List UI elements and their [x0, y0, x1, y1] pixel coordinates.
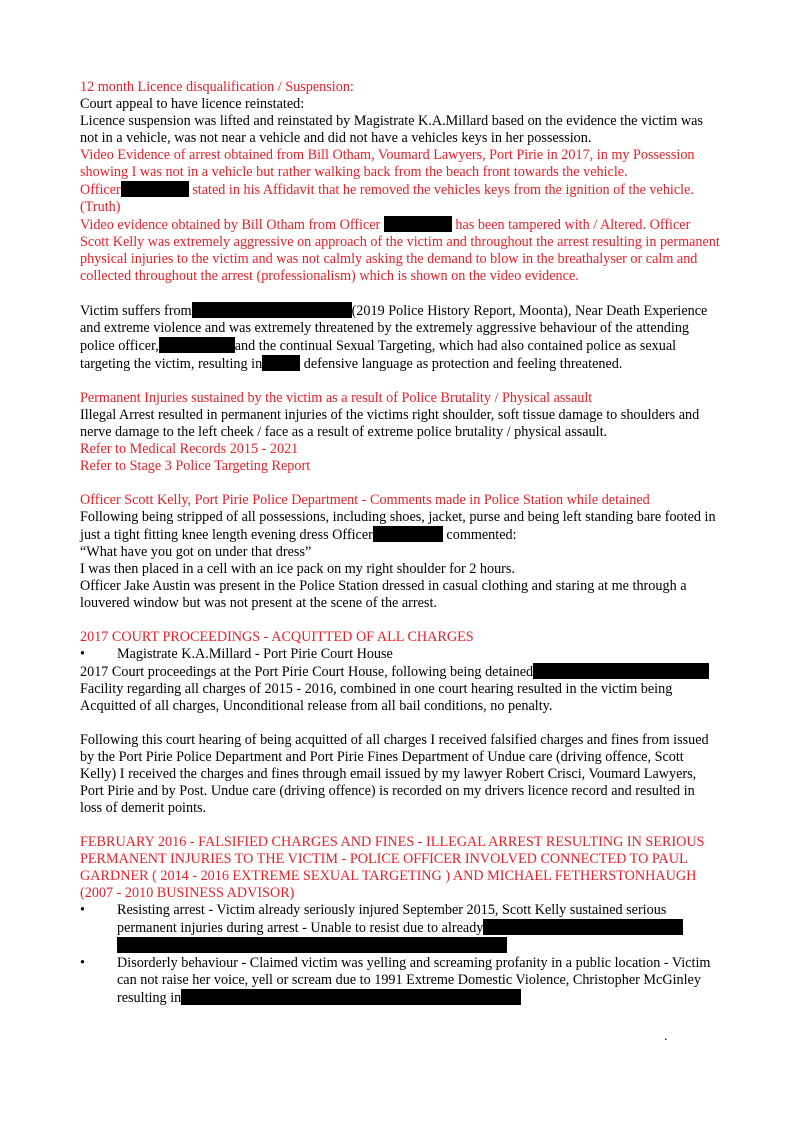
affidavit-paragraph [80, 181, 720, 216]
ice-pack-line: I was then placed in a cell with an ice pack on my right shoulder for 2 hours. [80, 561, 515, 577]
licence-reinstated-paragraph: Licence suspension was lifted and reinstated by Magistrate K.A.Millard based on the evidence the victim was not in a vehicle, was not near a vehicle and did not have a vehicles keys in her possession. [80, 113, 703, 146]
police-station-comments-heading: Officer Scott Kelly, Port Pirie Police Department - Comments made in Police Station while detained [80, 492, 650, 508]
suffers-lead: Victim suffers from [80, 303, 192, 319]
court-bullet-list [80, 646, 720, 663]
list-item [80, 955, 720, 1007]
charges-bullet-list [80, 902, 720, 1007]
redaction-block [159, 337, 235, 353]
affidavit-lead: Officer [80, 182, 121, 198]
targeting-report-reference: Refer to Stage 3 Police Targeting Report [80, 458, 311, 474]
redaction-block [121, 181, 189, 197]
redaction-block [181, 989, 521, 1005]
redaction-block [483, 919, 683, 935]
commented-text: commented: [446, 527, 517, 543]
suffers-text-3: defensive language as protection and feeling threatened. [303, 356, 623, 372]
bullet-marker: • [80, 902, 85, 918]
illegal-arrest-paragraph: Illegal Arrest resulted in permanent injuries of the victims right shoulder, soft tissue damage to shoulders and nerve damage to the left cheek / face as a result of extreme police brutality / physical assault. [80, 407, 700, 440]
redaction-block [384, 216, 452, 232]
list-item [80, 902, 720, 955]
trailing-period: . [664, 1029, 668, 1044]
falsified-charges-paragraph: Following this court hearing of being acquitted of all charges I received falsified charges and fines from issued by the Port Pirie Police Department and Port Pirie Fines Department of Undue care (driving offence, Scott Kelly) I received the charges and fines through email issued by my lawyer Robert Crisci, Voumard Lawyers, Port Pirie and by Post. Undue care (driving offence) is recorded on my drivers licence record and resulted in loss of demerit points. [80, 732, 709, 816]
court-lead: 2017 Court proceedings at the Port Pirie Court House, following being detained [80, 664, 534, 680]
tampered-lead: Video evidence obtained by Bill Otham from Officer [80, 217, 381, 233]
stripped-text: Following being stripped of all possessions, including shoes, jacket, purse and being left standing bare footed in just a tight fitting knee length evening dress Officer [80, 509, 716, 543]
court-proceedings-heading: 2017 COURT PROCEEDINGS - ACQUITTED OF ALL CHARGES [80, 629, 474, 645]
court-result-text: Facility regarding all charges of 2015 - 2016, combined in one court hearing resulted in the victim being Acquitted of all charges, Unconditional release from all bail conditions, no penalty. [80, 681, 673, 714]
victim-suffers-paragraph [80, 302, 720, 373]
stripped-possessions-paragraph [80, 509, 720, 544]
affidavit-text: stated in his Affidavit that he removed the vehicles keys from the ignition of the vehicle.(Truth) [80, 182, 694, 215]
court-proceedings-paragraph [80, 663, 720, 715]
medical-records-reference: Refer to Medical Records 2015 - 2021 [80, 441, 299, 457]
court-appeal-line: Court appeal to have licence reinstated: [80, 96, 305, 112]
february-2016-heading: FEBRUARY 2016 - FALSIFIED CHARGES AND FINES - ILLEGAL ARREST RESULTING IN SERIOUS PERMANENT INJURIES TO THE VICTIM - POLICE OFFICER INVOLVED CONNECTED TO PAUL GARDNER ( 2014 - 2016 EXTREME SEXUAL TARGETING ) AND MICHAEL FETHERSTONHAUGH (2007 - 2010 BUSINESS ADVISOR) [80, 834, 705, 901]
officer-quote: “What have you got on under that dress” [80, 544, 312, 560]
redaction-block [117, 937, 507, 953]
jake-austin-paragraph: Officer Jake Austin was present in the Police Station dressed in casual clothing and staring at me through a louvered window but was not present at the scene of the arrest. [80, 578, 687, 611]
resisting-arrest-item: Resisting arrest - Victim already seriously injured September 2015, Scott Kelly sustained serious permanent injuries during arrest - Unable to resist due to already [117, 902, 667, 936]
list-item [80, 646, 720, 663]
video-evidence-paragraph: Video Evidence of arrest obtained from Bill Otham, Voumard Lawyers, Port Pirie in 2017, in my Possession showing I was not in a vehicle but rather walking back from the beach front towards the vehicle. [80, 147, 695, 180]
suffers-text-2: and the continual Sexual Targeting, which had also contained police as sexual targeting the victim, resulting in [80, 338, 677, 372]
document-page [80, 79, 720, 1007]
redaction-block [262, 355, 300, 371]
permanent-injuries-heading: Permanent Injuries sustained by the victim as a result of Police Brutality / Physical assault [80, 390, 593, 406]
licence-suspension-heading: 12 month Licence disqualification / Suspension: [80, 79, 354, 95]
tampered-text: has been tampered with / Altered. Officer Scott Kelly was extremely aggressive on approach of the victim and throughout the arrest resulting in permanent physical injuries to the victim and was not calmly asking the demand to blow in the breathalyser or calm and collected throughout the arrest (professionalism) which is shown on the video evidence. [80, 217, 720, 284]
disorderly-behaviour-item: Disorderly behaviour - Claimed victim was yelling and screaming profanity in a public location - Victim can not raise her voice, yell or scream due to 1991 Extreme Domestic Violence, Christopher McGinley resulting in [117, 955, 711, 1006]
bullet-marker: • [80, 646, 85, 662]
redaction-block [192, 302, 352, 318]
magistrate-item: Magistrate K.A.Millard - Port Pirie Court House [117, 646, 393, 662]
tampered-video-paragraph [80, 216, 720, 285]
redaction-block [373, 526, 443, 542]
suffers-text-1: (2019 Police History Report, Moonta), Near Death Experience and extreme violence and was extremely threatened by the extremely aggressive behaviour of the attending police officer, [80, 303, 708, 354]
redaction-block [533, 663, 709, 679]
bullet-marker: • [80, 955, 85, 971]
